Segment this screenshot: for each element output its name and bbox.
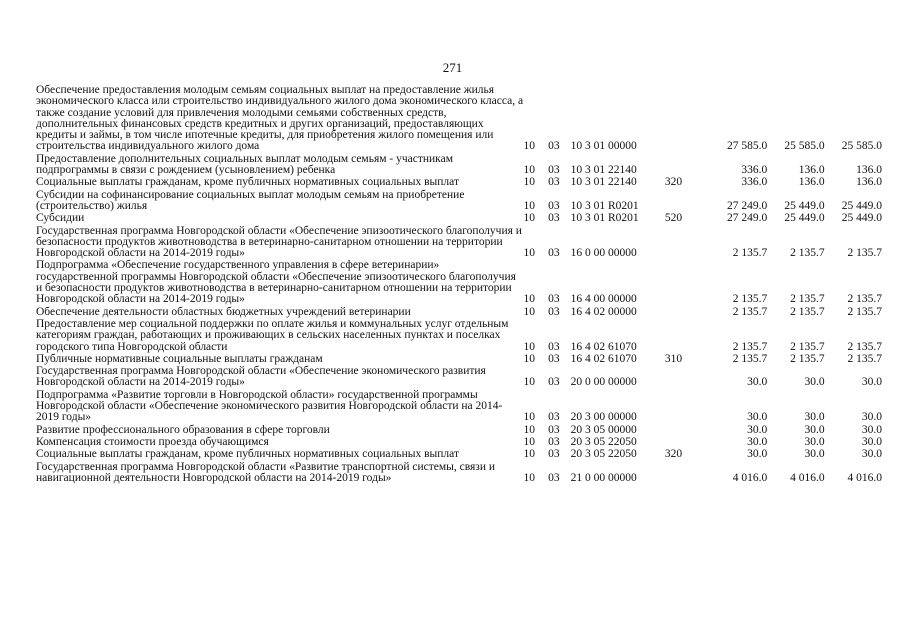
amount-year1-cell: 4 016.0 <box>732 471 768 484</box>
subsection-code-cell: 03 <box>548 247 560 260</box>
amount-year2-cell: 30.0 <box>804 376 825 389</box>
budget-table <box>36 84 882 484</box>
amount-year1-cell: 2 135.7 <box>732 247 768 260</box>
row-name-cell: Государственная программа Новгородской области «Обеспечение эпизоотического благополучия и безопасности продуктов животноводства в ветеринарно-санитарном отношении на территории Новгородской области на 2014-2019 годы» <box>36 224 522 260</box>
amount-year3-cell: 25 585.0 <box>841 140 882 153</box>
amount-year3-cell: 2 135.7 <box>847 305 882 318</box>
amount-year3-cell: 2 135.7 <box>847 340 882 353</box>
amount-year3-cell: 30.0 <box>861 376 882 389</box>
section-code-cell: 10 <box>523 471 536 484</box>
expense-type-cell <box>665 461 694 485</box>
amount-year3-cell: 30.0 <box>861 411 882 424</box>
expense-type-cell <box>665 153 694 177</box>
table-row <box>36 365 882 389</box>
amount-year2-cell: 25 449.0 <box>784 199 825 212</box>
row-name-cell: Обеспечение деятельности областных бюджетных учреждений ветеринарии <box>36 305 411 318</box>
expense-type-cell <box>665 436 694 448</box>
table-row <box>36 389 882 424</box>
row-name-cell: Государственная программа Новгородской области «Обеспечение экономического развития Новгородской области на 2014-2019 годы» <box>36 365 486 389</box>
amount-year3-cell: 30.0 <box>861 435 882 448</box>
row-name-cell: Предоставление дополнительных социальных выплат молодым семьям - участникам подпрограммы в связи с рождением (усыновлением) ребенка <box>36 152 453 177</box>
subsection-code-cell: 03 <box>548 176 560 189</box>
target-article-cell: 16 0 00 00000 <box>570 247 637 260</box>
amount-year1-cell: 2 135.7 <box>732 352 768 365</box>
table-row <box>36 461 882 485</box>
expense-type-cell <box>665 318 694 353</box>
amount-year2-cell: 2 135.7 <box>790 293 825 306</box>
target-article-cell: 16 4 00 00000 <box>570 293 637 306</box>
target-article-cell: 20 0 00 00000 <box>570 376 637 389</box>
table-row <box>36 84 882 153</box>
expense-type-cell: 320 <box>664 448 683 461</box>
section-code-cell: 10 <box>523 176 536 189</box>
expense-type-cell <box>665 225 694 260</box>
table-row <box>36 259 882 305</box>
amount-year3-cell: 25 449.0 <box>841 199 882 212</box>
amount-year2-cell: 4 016.0 <box>790 471 825 484</box>
target-article-cell: 10 3 01 22140 <box>570 164 637 177</box>
subsection-code-cell: 03 <box>548 435 560 448</box>
expense-type-cell <box>665 84 694 153</box>
table-row <box>36 424 882 436</box>
table-row <box>36 189 882 213</box>
page-number: 271 <box>442 60 463 75</box>
row-name-cell: Предоставление мер социальной поддержки по оплате жилья и коммунальных услуг отдельным категориям граждан, работающих и проживающих в сельских населенных пунктах и поселках городского типа Новгородской области <box>36 317 509 353</box>
subsection-code-cell: 03 <box>548 199 560 212</box>
amount-year3-cell: 2 135.7 <box>847 247 882 260</box>
section-code-cell: 10 <box>523 164 536 177</box>
amount-year2-cell: 30.0 <box>804 435 825 448</box>
section-code-cell: 10 <box>523 423 536 436</box>
amount-year3-cell: 4 016.0 <box>847 471 882 484</box>
section-code-cell: 10 <box>523 340 536 353</box>
section-code-cell: 10 <box>523 199 536 212</box>
subsection-code-cell: 03 <box>548 164 560 177</box>
target-article-cell: 20 3 05 00000 <box>570 423 637 436</box>
amount-year1-cell: 2 135.7 <box>732 305 768 318</box>
amount-year3-cell: 25 449.0 <box>841 212 882 225</box>
expense-type-cell <box>665 306 694 318</box>
amount-year2-cell: 136.0 <box>798 176 825 189</box>
section-code-cell: 10 <box>523 293 536 306</box>
table-row <box>36 153 882 177</box>
expense-type-cell <box>665 259 694 305</box>
amount-year1-cell: 336.0 <box>741 176 768 189</box>
target-article-cell: 16 4 02 61070 <box>570 340 637 353</box>
row-name-cell: Подпрограмма «Развитие торговли в Новгородской области» государственной программы Новгородской области «Обеспечение экономического развития Новгородской области на 2014-2019 годы» <box>36 388 503 424</box>
target-article-cell: 20 3 05 22050 <box>570 435 637 448</box>
amount-year3-cell: 136.0 <box>856 164 882 177</box>
row-name-cell: Компенсация стоимости проезда обучающимся <box>36 435 269 448</box>
amount-year3-cell: 2 135.7 <box>847 352 882 365</box>
section-code-cell: 10 <box>523 448 536 461</box>
amount-year1-cell: 2 135.7 <box>732 293 768 306</box>
amount-year1-cell: 2 135.7 <box>732 340 768 353</box>
amount-year3-cell: 30.0 <box>861 448 882 461</box>
section-code-cell: 10 <box>523 140 536 153</box>
expense-type-cell <box>665 389 694 424</box>
row-name-cell: Развитие профессионального образования в сфере торговли <box>36 423 330 436</box>
amount-year2-cell: 25 449.0 <box>784 212 825 225</box>
subsection-code-cell: 03 <box>548 340 560 353</box>
amount-year2-cell: 30.0 <box>804 423 825 436</box>
subsection-code-cell: 03 <box>548 471 560 484</box>
target-article-cell: 10 3 01 R0201 <box>570 212 639 225</box>
section-code-cell: 10 <box>523 435 536 448</box>
amount-year2-cell: 2 135.7 <box>790 352 825 365</box>
table-row <box>36 306 882 318</box>
amount-year2-cell: 2 135.7 <box>790 340 825 353</box>
subsection-code-cell: 03 <box>548 352 560 365</box>
target-article-cell: 10 3 01 00000 <box>570 140 637 153</box>
table-row <box>36 353 882 365</box>
subsection-code-cell: 03 <box>548 293 560 306</box>
subsection-code-cell: 03 <box>548 411 560 424</box>
amount-year3-cell: 30.0 <box>861 423 882 436</box>
expense-type-cell <box>665 424 694 436</box>
expense-type-cell <box>665 365 694 389</box>
expense-type-cell: 320 <box>664 176 683 189</box>
table-row <box>36 225 882 260</box>
amount-year1-cell: 27 249.0 <box>727 212 768 225</box>
amount-year2-cell: 2 135.7 <box>790 247 825 260</box>
section-code-cell: 10 <box>523 376 536 389</box>
amount-year1-cell: 30.0 <box>747 376 768 389</box>
row-name-cell: Обеспечение предоставления молодым семьям социальных выплат на предоставление жилья экономического класса или строительство индивидуального жилого дома экономического класса, а также создание условий для привлечения молодыми семьями собственных средств, дополнительных финансовых средств кредитных и других организаций, предоставляющих кредиты и займы, в том числе ипотечные кредиты, для приобретения жилого помещения или строительства индивидуального жилого дома <box>36 84 524 153</box>
subsection-code-cell: 03 <box>548 376 560 389</box>
table-row <box>36 448 882 460</box>
amount-year3-cell: 2 135.7 <box>847 293 882 306</box>
subsection-code-cell: 03 <box>548 212 560 225</box>
table-row <box>36 212 882 224</box>
subsection-code-cell: 03 <box>548 423 560 436</box>
row-name-cell: Социальные выплаты гражданам, кроме публичных нормативных социальных выплат <box>36 176 459 189</box>
row-name-cell: Государственная программа Новгородской области «Развитие транспортной системы, связи и навигационной деятельности Новгородской области на 2014-2019 годы» <box>36 460 496 484</box>
amount-year2-cell: 25 585.0 <box>784 140 825 153</box>
table-row <box>36 176 882 188</box>
amount-year1-cell: 30.0 <box>747 448 768 461</box>
table-row <box>36 436 882 448</box>
row-name-cell: Субсидии на софинансирование социальных выплат молодым семьям на приобретение (строительство) жилья <box>36 188 465 212</box>
amount-year3-cell: 136.0 <box>856 176 882 189</box>
section-code-cell: 10 <box>523 212 536 225</box>
target-article-cell: 16 4 02 00000 <box>570 305 637 318</box>
row-name-cell: Публичные нормативные социальные выплаты гражданам <box>36 352 323 365</box>
amount-year2-cell: 30.0 <box>804 411 825 424</box>
row-name-cell: Подпрограмма «Обеспечение государственного управления в сфере ветеринарии» государственной программы Новгородской области «Обеспечение эпизоотического благополучия и безопасности продуктов животноводства в ветеринарно-санитарном отношении на территории Новгородской области на 2014-2019 годы» <box>36 259 516 306</box>
section-code-cell: 10 <box>523 305 536 318</box>
amount-year1-cell: 30.0 <box>747 411 768 424</box>
row-name-cell: Субсидии <box>36 212 85 225</box>
target-article-cell: 20 3 00 00000 <box>570 411 637 424</box>
expense-type-cell: 310 <box>664 352 683 365</box>
target-article-cell: 21 0 00 00000 <box>570 471 637 484</box>
subsection-code-cell: 03 <box>548 305 560 318</box>
expense-type-cell <box>665 189 694 213</box>
amount-year2-cell: 30.0 <box>804 448 825 461</box>
section-code-cell: 10 <box>523 411 536 424</box>
subsection-code-cell: 03 <box>548 140 560 153</box>
section-code-cell: 10 <box>523 247 536 260</box>
budget-table-body <box>36 84 882 484</box>
target-article-cell: 16 4 02 61070 <box>570 352 637 365</box>
expense-type-cell: 520 <box>664 212 683 225</box>
target-article-cell: 20 3 05 22050 <box>570 448 637 461</box>
amount-year2-cell: 2 135.7 <box>790 305 825 318</box>
amount-year1-cell: 27 585.0 <box>727 140 768 153</box>
amount-year1-cell: 27 249.0 <box>727 199 768 212</box>
section-code-cell: 10 <box>523 352 536 365</box>
amount-year1-cell: 30.0 <box>747 435 768 448</box>
row-name-cell: Социальные выплаты гражданам, кроме публичных нормативных социальных выплат <box>36 448 459 461</box>
target-article-cell: 10 3 01 R0201 <box>570 199 639 212</box>
amount-year1-cell: 30.0 <box>747 423 768 436</box>
subsection-code-cell: 03 <box>548 448 560 461</box>
table-row <box>36 318 882 353</box>
amount-year1-cell: 336.0 <box>741 164 768 177</box>
amount-year2-cell: 136.0 <box>798 164 825 177</box>
target-article-cell: 10 3 01 22140 <box>570 176 637 189</box>
